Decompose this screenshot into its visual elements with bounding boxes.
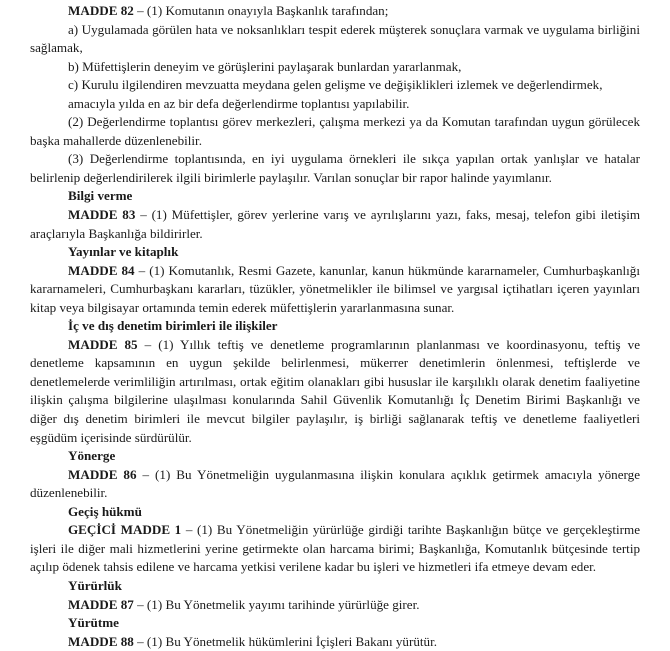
article-number: MADDE 83 bbox=[68, 207, 136, 223]
section-heading bbox=[30, 503, 640, 522]
article-dash: – bbox=[133, 596, 147, 612]
article-dash: – bbox=[135, 207, 152, 223]
document-body bbox=[30, 2, 640, 651]
clause-paragraph bbox=[30, 58, 640, 77]
body-paragraph bbox=[30, 150, 640, 187]
section-heading bbox=[30, 243, 640, 262]
heading-label: Yürürlük bbox=[68, 577, 122, 593]
article-paragraph bbox=[30, 2, 640, 21]
article-number: MADDE 86 bbox=[68, 466, 137, 482]
heading-label: Yürütme bbox=[68, 615, 119, 631]
article-paragraph bbox=[30, 262, 640, 318]
paragraph-text: (1) Müfettişler, görev yerlerine varış ve ayrılışlarını yazı, faks, mesaj, telefon gibi iletişim araçlarıyla Başkanlığa bildirirler. bbox=[30, 207, 641, 241]
section-heading bbox=[30, 317, 640, 336]
paragraph-text: (1) Yıllık teftiş ve denetleme programlarının planlanması ve koordinasyonu, teftiş ve denetleme kapsamının en uygun şekilde belirlenmesi, mükerrer denetimlerin önlenmesi, teftişlerde ve denetlemelerde verimliliğin artırılması, ortak eğitim olanakları gibi hususlar ile karşılıklı olarak denetim faaliyetine ilişkin çalışma bilgilerine ulaşılması konularında Sahil Güvenlik Komutanlığı İç Denetim Birimi Başkanlığı ve diğer dış denetim birimleri ile mevcut bilgiler paylaşılır, iş birliği sağlanarak teftiş ve denetleme faaliyetleri eşgüdüm içerisinde sürdürülür. bbox=[30, 336, 641, 445]
paragraph-text: (1) Bu Yönetmelik hükümlerini İçişleri Bakanı yürütür. bbox=[146, 633, 437, 649]
article-number: MADDE 84 bbox=[68, 262, 135, 278]
paragraph-text: (3) Değerlendirme toplantısında, en iyi uygulama örnekleri ile sıkça yapılan ortak yanlışlar ve hatalar belirlenip değerlendirilerek ilgili birimlerle paylaşılır. Varılan sonuçlar bir rapor halinde yayımlanır. bbox=[30, 151, 640, 185]
clause-paragraph bbox=[30, 21, 640, 58]
paragraph-text: (1) Bu Yönetmeliğin yürürlüğe girdiği tarihte Başkanlığın bütçe ve gerçekleştirme işleri ile diğer mali hizmetlerini yerine getirmekte olan harcama birimi; Başkanlığa, Komutanlık bütçesinde tertip açılıp ödenek tahsis edilene ve harcama yetkisi verilene kadar bu işleri ve hizmetleri ifa etmeye devam eder. bbox=[30, 522, 641, 575]
article-paragraph bbox=[30, 596, 640, 615]
clause-paragraph bbox=[30, 76, 640, 95]
heading-label: Geçiş hükmü bbox=[68, 503, 142, 519]
article-dash: – bbox=[133, 633, 147, 649]
article-paragraph bbox=[30, 633, 640, 651]
article-dash: – bbox=[136, 466, 156, 482]
paragraph-text: (1) Komutanın onayıyla Başkanlık tarafından; bbox=[146, 3, 389, 18]
article-paragraph bbox=[30, 336, 640, 447]
article-number: MADDE 85 bbox=[68, 336, 138, 352]
section-heading bbox=[30, 447, 640, 466]
paragraph-text: b) Müfettişlerin deneyim ve görüşlerini paylaşarak bunlardan yararlanmak, bbox=[68, 58, 462, 74]
paragraph-text: (1) Bu Yönetmelik yayımı tarihinde yürürlüğe girer. bbox=[146, 596, 420, 612]
article-dash: – bbox=[137, 336, 159, 352]
section-heading bbox=[30, 577, 640, 596]
paragraph-text: (1) Bu Yönetmeliğin uygulanmasına ilişkin konulara açıklık getirmek amacıyla yönerge düzenlenebilir. bbox=[30, 466, 641, 501]
heading-label: İç ve dış denetim birimleri ile ilişkiler bbox=[68, 318, 278, 334]
article-number: MADDE 82 bbox=[68, 3, 134, 18]
paragraph-text: a) Uygulamada görülen hata ve noksanlıkları tespit ederek müşterek sonuçlara varmak ve uygulama birliğini sağlamak, bbox=[30, 21, 640, 56]
clause-paragraph bbox=[30, 95, 640, 114]
section-heading bbox=[30, 614, 640, 633]
paragraph-text: amacıyla yılda en az bir defa değerlendirme toplantısı yapılabilir. bbox=[68, 95, 410, 111]
heading-label: Yönerge bbox=[68, 448, 116, 464]
section-heading bbox=[30, 187, 640, 206]
heading-label: Bilgi verme bbox=[68, 188, 133, 204]
paragraph-text: (2) Değerlendirme toplantısı görev merkezleri, çalışma merkezi ya da Komutan tarafından uygun görülecek başka mahallerde düzenlenebilir. bbox=[30, 114, 640, 148]
article-dash: – bbox=[133, 3, 147, 18]
article-number: GEÇİCİ MADDE 1 bbox=[68, 522, 182, 538]
paragraph-text: (1) Komutanlık, Resmi Gazete, kanunlar, kanun hükmünde kararnameler, Cumhurbaşkanlığı kararnameleri, Cumhurbaşkanı kararları, tüzükler, yönetmelikler ile bilimsel ve yargısal içtihatları içeren yayınları kitap veya bilgisayar ortamında temin ederek müfettişlerin yararlanmasına sunar. bbox=[30, 262, 640, 315]
paragraph-text: c) Kurulu ilgilendiren mevzuatta meydana gelen gelişme ve değişiklikleri izlemek ve değerlendirmek, bbox=[68, 77, 603, 93]
article-dash: – bbox=[181, 522, 197, 538]
heading-label: Yayınlar ve kitaplık bbox=[68, 244, 179, 260]
article-paragraph bbox=[30, 466, 640, 503]
article-number: MADDE 88 bbox=[68, 633, 134, 649]
article-dash: – bbox=[134, 262, 150, 278]
article-paragraph bbox=[30, 206, 640, 243]
article-number: MADDE 87 bbox=[68, 596, 134, 612]
article-paragraph bbox=[30, 521, 640, 577]
body-paragraph bbox=[30, 113, 640, 150]
